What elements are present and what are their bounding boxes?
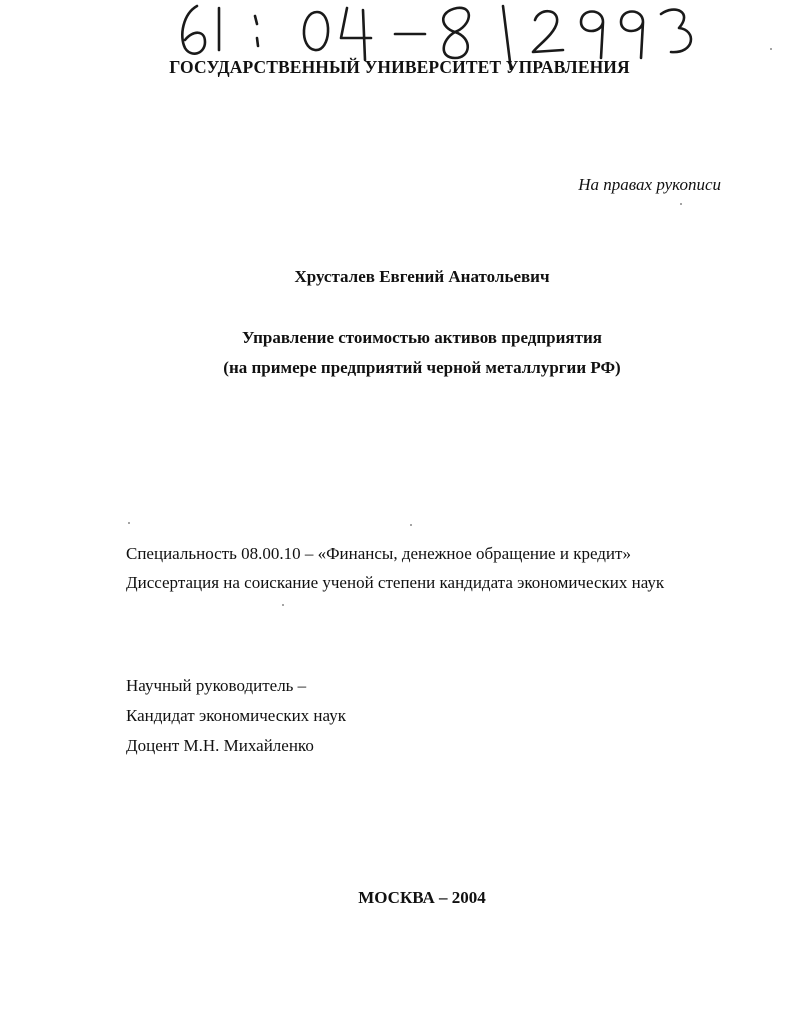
dissertation-degree-line: Диссертация на соискание ученой степени кандидата экономических наук	[126, 573, 665, 592]
author-name: Хрусталев Евгений Анатольевич	[294, 267, 550, 286]
scan-speck	[128, 522, 130, 524]
supervisor-degree: Кандидат экономических наук	[126, 706, 346, 725]
dissertation-title-line-2: (на примере предприятий черной металлургии РФ)	[223, 358, 621, 377]
city-year: МОСКВА – 2004	[358, 888, 486, 907]
scan-speck	[282, 604, 284, 606]
scan-speck	[680, 203, 682, 205]
specialty-line: Специальность 08.00.10 – «Финансы, денежное обращение и кредит»	[126, 544, 631, 563]
manuscript-rights-note: На правах рукописи	[578, 175, 721, 194]
university-name: ГОСУДАРСТВЕННЫЙ УНИВЕРСИТЕТ УПРАВЛЕНИЯ	[169, 57, 630, 77]
dissertation-title-line-1: Управление стоимостью активов предприятия	[242, 328, 602, 347]
scan-speck	[770, 48, 772, 50]
supervisor-label: Научный руководитель –	[126, 676, 307, 695]
scan-speck	[410, 524, 412, 526]
supervisor-name: Доцент М.Н. Михайленко	[126, 736, 314, 755]
